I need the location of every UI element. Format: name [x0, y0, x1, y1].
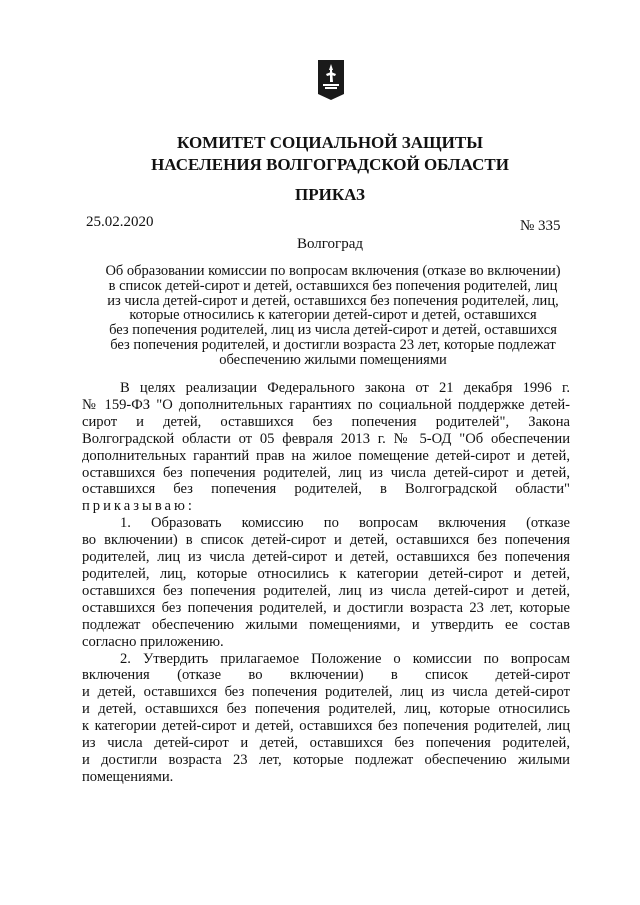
item-1-line: согласно приложению.: [82, 633, 224, 650]
item-2-line: и достигли возраста 23 лет, которые подлежат обеспечению жилыми: [82, 751, 570, 768]
item-1-line: во включении) в список детей-сирот и детей, оставшихся без попечения: [82, 532, 570, 549]
item-2-line: и детей, оставшихся без попечения родителей, лиц, которые относились: [82, 701, 570, 718]
item-2-line: помещениями.: [82, 768, 174, 785]
preamble-line: Волгоградской области от 05 февраля 2013 г. № 5-ОД "Об обеспечении: [82, 430, 570, 447]
coat-of-arms-icon: [318, 60, 344, 100]
title-line: Об образовании комиссии по вопросам включения (отказе во включении): [105, 263, 561, 279]
item-1-line: оставшихся без попечения родителей, и достигли возраста 23 лет, которые: [82, 599, 570, 616]
preamble-line: сирот и детей, оставшихся без попечения родителей", Закона: [82, 413, 570, 430]
title-line: из числа детей-сирот и детей, оставшихся без попечения родителей, лиц,: [107, 292, 559, 309]
order-word: приказываю:: [82, 498, 195, 515]
title-line: без попечения родителей, и достигли возраста 23 лет, которые подлежат: [110, 336, 556, 353]
document-type: ПРИКАЗ: [295, 185, 365, 204]
item-1-line: 1. Образовать комиссию по вопросам включения (отказе: [120, 515, 570, 532]
item-2-line: и детей, оставшихся без попечения родителей, лиц из числа детей-сирот: [82, 684, 570, 701]
preamble-line: дополнительных гарантий прав на жилое помещение детей-сирот и детей,: [82, 447, 570, 464]
title-line: обеспечению жилыми помещениями: [219, 351, 447, 368]
document-city: Волгоград: [296, 236, 363, 252]
preamble-line: № 159-ФЗ "О дополнительных гарантиях по социальной поддержке детей-: [82, 396, 570, 413]
item-1-line: родителей, лиц из числа детей-сирот и детей, оставшихся без попечения: [82, 549, 570, 566]
organization-name: [80, 132, 580, 176]
item-2-line: к категории детей-сирот и детей, оставшихся без попечения родителей, лиц: [82, 718, 570, 735]
organization-line-2: НАСЕЛЕНИЯ ВОЛГОГРАДСКОЙ ОБЛАСТИ: [151, 155, 509, 174]
item-1-line: оставшихся без попечения родителей, лиц из числа детей-сирот и детей,: [82, 582, 570, 599]
item-1-line: родителей, лиц, которые относились к категории детей-сирот и детей,: [82, 565, 570, 582]
item-1: [82, 515, 570, 650]
title-line: в список детей-сирот и детей, оставшихся без попечения родителей, лиц: [108, 277, 558, 294]
item-2-line: из числа детей-сирот и детей, оставшихся без попечения родителей,: [82, 735, 570, 752]
item-2: [82, 651, 570, 786]
document-body: [82, 380, 570, 786]
document-title: [78, 264, 588, 368]
preamble-line: оставшихся без попечения родителей, лиц из числа детей-сирот и детей,: [82, 464, 570, 481]
preamble-line: оставшихся без попечения родителей, в Волгоградской области": [82, 481, 570, 498]
document-number: № 335: [520, 218, 561, 234]
title-line: без попечения родителей, лиц из числа детей-сирот и детей, оставшихся: [109, 322, 557, 339]
item-1-line: подлежат обеспечению жилыми помещениями, и утвердить ее состав: [82, 616, 570, 633]
preamble: [82, 380, 570, 515]
item-2-line: 2. Утвердить прилагаемое Положение о комиссии по вопросам: [120, 650, 570, 667]
preamble-line: В целях реализации Федерального закона от 21 декабря 1996 г.: [120, 380, 570, 396]
item-2-line: включения (отказе во включении) в список детей-сирот: [82, 667, 570, 684]
organization-line-1: КОМИТЕТ СОЦИАЛЬНОЙ ЗАЩИТЫ: [177, 133, 483, 152]
document-date: 25.02.2020: [86, 214, 154, 230]
title-line: которые относились к категории детей-сирот и детей, оставшихся: [129, 307, 537, 324]
